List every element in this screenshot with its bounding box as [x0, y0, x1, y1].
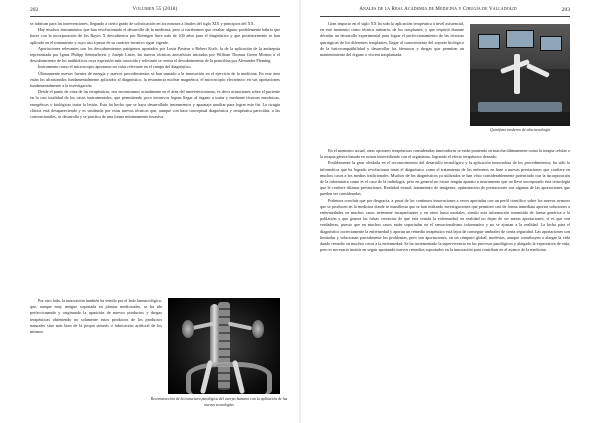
paragraph: se fabrican para las intervenciones, llegando a cierto grado de sofisticación en los mismos a finales del siglo XIX y principios del XX. [30, 21, 255, 26]
paragraph: En el momento actual, otras opciones terapéuticas consideradas innovadoras se están poniendo en marcha últimamente como la terapia celular o la terapia génica basada en actuar intercediendo con el organismo, logrando el efecto terapéutico deseado. [320, 148, 570, 160]
running-head: Volumen 55 (2018) [132, 7, 178, 12]
header-rule [30, 16, 280, 17]
paragraph: Posiblemente la gran olvidada en el reconocimiento del desarrollo tecnológico y la aplicación innovadora de los procedimientos, ha sido la informática que ha logrado revolucionar tanto el diagnóstico como el tratamiento de los enfermos en base a nuevas prestaciones que confiere en muchos casos a los medios tradicionales. Muchos de los diagnósticos ya utilizados se han visto considerablemente potenciado con la incorporación de la informática como es el caso de la radiología, pero en general no existe ningún aparato o instrumento que no lleve incorporado esta tecnología que le confiere últimas prestaciones. Realidad virtual, tratamiento de imágenes, optimización de prestaciones son algunas de las aportaciones que pueden ser consideradas. [320, 160, 570, 197]
page-number: 203 [561, 7, 570, 13]
paragraph: Por otro lado, la innovación también ha venido por el lado farmacológico, que, aunque muy antiguo soportada en plantas medicinales, se ha ido perfeccionando y originando la aparición de nuevos productos y drogas terapéuticas obteniendo no solamente estos productos de los productos naturales sino más bien de la propia síntesis o fabricación artificial de los mismos. [30, 298, 162, 335]
left-split-text [30, 298, 162, 394]
right-body-text [320, 148, 570, 416]
right-top-text [320, 21, 464, 148]
figure-caption: Reconstrucción de la estructura patológica del cuerpo humano con la aplicación de las nuevas tecnologías [150, 397, 288, 407]
page-number: 202 [30, 7, 39, 13]
paragraph: Hay muchos instrumentos que han revolucionado el desarrollo de la medicina, pero si tuviéramos que resaltar alguno posiblemente habría que hacer con la incorporación de los Rayos X descubiertos por Roentgen hace más de 100 años para el diagnóstico y que posteriormente se han aplicado en el tratamiento y cuyo uso a pesar de su carácter invasivo sigue vigente. [30, 27, 280, 45]
running-head: Anales de la Real Academia de Medicina y Cirugía de Valladolid [359, 7, 517, 12]
left-body-text [30, 21, 280, 293]
operating-room-figure [470, 24, 570, 126]
ct-reconstruction-figure [168, 298, 280, 394]
paragraph: Gran impacto en el siglo XX ha sido la aplicación terapéutica a nivel asistencial, en este momento como técnica rutinaria, de los trasplantes, y que requirió durante décadas un desarrollo experimental para lograr el perfeccionamiento de las técnicas quirúrgicas de los diferentes trasplantes, llegar al conocimiento del soporte biológico de la histocompatibilidad y desarrollar los fármacos y drogas que permiten un mantenimiento del órgano o víscera trasplantada. [320, 21, 464, 58]
paragraph: Aportaciones relevantes son los descubrimientos patógenos aportados por Louis Pasteur o Robert Koch, la de la aplicación de la antisepsia representada por Ignaz Philipp Semmelweis y Joseph Lister, las nuevas técnicas anestésicas iniciadas por William Thomas Green Morton o el descubrimiento de los antibióticos cuya expresión más conocida y relevante se centra el descubrimiento de la penicilina por Alexander Fleming. [30, 45, 280, 64]
paragraph: Instrumento como el microscopio aportaron un valor relevante en el campo del diagnóstico. [38, 64, 192, 70]
paragraph: Podemos concluir que por desgracia, a pesar de los continuos innovaciones a veces aportadas con un perfil científico sobre los nuevos avances que se producen en la medicina donde se manifiesta que se han realizado investigaciones que permiten casi de forma inmediata aportar soluciones a enfermedades en muchos casos irremente incapacitantes y en otros hasta mortales, siendo esta información trasmitida de forma genérica a la población y que genera las falsas creencias de que esta venida la enfermedad, en realidad no dejan de ser meras aportaciones, si es que son verdaderas, puesto que en muchos casos están soportadas en el sensacionalismo informativo y no se ajustan a la realidad. La lucha para el diagnóstico correctamente la enfermedad y aportar un remedio terapéutico está lejos de conseguir umbrales de cierta seguridad. Las aportaciones son limitadas y solucionan parcialmente los problemas, pero son aportaciones, en un cómputo global, modestas, aunque contribuyen a alargar la vida dando remedio en muchos casos a la enfermedad. Se ha incrementado la supervivencia en los procesos patológicos y alargado la expectativa de vida, pero es necesario insistir en seguir aportando nuevos remedios soportados en la innovación para contribuir en el avance de la medicina. [320, 197, 570, 253]
paragraph: Últimamente nuevas fuentes de energía y nuevos procedimientos se han sumado a la innovación en el ejercicio de la medicina. En este área están los ultrasonidos fundamentalmente aplicados al diagnóstico, la resonancia nuclear magnética, el microscopio electrónico en sus aportaciones fundamentalmente a la investigación. [30, 70, 280, 89]
right-page-header [320, 5, 570, 15]
paragraph: Desde el punto de vista de las terapéuticas, nos encontramos actualmente en el área del intervencionismo, es decir actuaciones sobre el paciente en la casi totalidad de los casos instrumentales, que permitiendo poco invasivos logran llegar al órgano a tratar y mediante técnicas mecánicas, energéticas o biológicas tratar la lesión. Esto ha hecho que se haya desarrollado instrumentos y aparataje auxiliar para lograr este fin. La cirugía clásica está desapareciendo y es sustituida por estas nuevas técnicas que, aunque con base conceptual diagnóstica y terapéutica parecidas, a las convencionales, se desarrolla y se practica de una forma mínimamente invasiva. [30, 89, 280, 120]
right-page [300, 0, 600, 423]
left-page-header [30, 5, 280, 15]
header-rule [320, 16, 570, 17]
figure-caption: Quirófano moderno de alta tecnología [489, 128, 551, 132]
